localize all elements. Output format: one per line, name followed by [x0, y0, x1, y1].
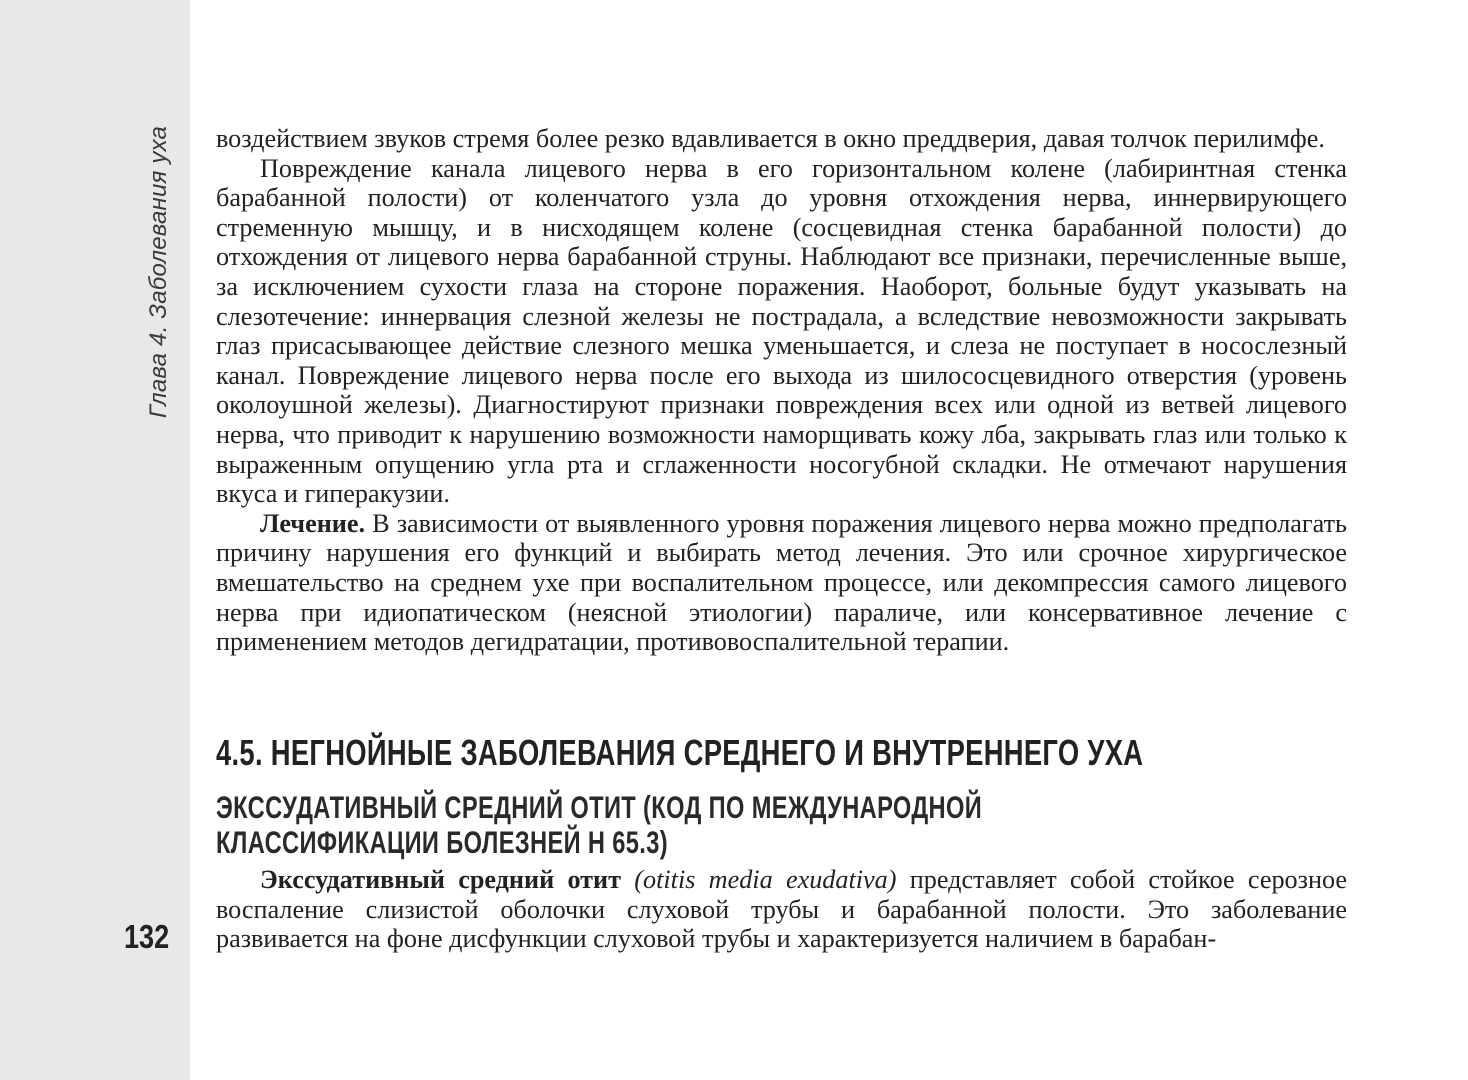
section-heading: 4.5. НЕГНОЙНЫЕ ЗАБОЛЕВАНИЯ СРЕДНЕГО И ВНУТРЕННЕГО УХА [216, 732, 1144, 773]
paragraph-1: воздействием звуков стремя более резко вдавливается в окно преддверия, давая толчок перилимфе. [216, 124, 1325, 153]
paragraph-3 [216, 509, 1347, 657]
subsection-heading [216, 790, 982, 860]
page-number: 132 [124, 918, 170, 955]
body-text-block-2 [216, 865, 1347, 954]
run-in-term: Экссудативный средний отит [260, 865, 622, 894]
paragraph-2: Повреждение канала лицевого нерва в его горизонтальном колене (лабиринтная стенка барабанной полости) от коленчатого узла до уровня отхождения нерва, иннервирующего стременную мышцу, и в нисходящем колене (сосцевидная стенка барабанной полости) до отхождения от лицевого нерва барабанной струны. Наблюдают все признаки, перечисленные выше, за исключением сухости глаза на стороне поражения. Наоборот, больные будут указывать на слезотечение: иннервация слезной железы не пострадала, а вследствие невозможности закрывать глаз присасывающее действие слезного мешка уменьшается, и слеза не поступает в носослезный канал. Повреждение лицевого нерва после его выхода из шилососцевидного отверстия (уровень околоушной железы). Диагностируют признаки повреждения всех или одной из ветвей лицевого нерва, что приводит к нарушению возможности наморщивать кожу лба, закрывать глаз или только к выраженным опущению угла рта и сглаженности носогубной складки. Не отмечают нарушения вкуса и гиперакузии. [216, 153, 1347, 509]
subsection-heading-line-2: КЛАССИФИКАЦИИ БОЛЕЗНЕЙ Н 65.3) [216, 824, 668, 860]
paragraph-3-text: В зависимости от выявленного уровня поражения лицевого нерва можно предполагать причину нарушения его функций и выбирать метод лечения. Это или срочное хирургическое вмешательство на среднем ухе при воспалительном процессе, или декомпрессия самого лицевого нерва при идиопатическом (неясной этиологии) параличе, или консервативное лечение с применением методов дегидратации, противовоспалительной терапии. [216, 508, 1347, 657]
body-text-block [216, 124, 1347, 657]
running-head: Глава 4. Заболевания уха [145, 125, 172, 419]
latin-term: (otitis media exudativa) [634, 865, 897, 894]
paragraph-4-text: представляет собой стойкое серозное воспаление слизистой оболочки слуховой трубы и барабанной полости. Это заболевание развивается на фоне дисфункции слуховой трубы и характеризуется наличием в барабан- [216, 865, 1348, 954]
subsection-heading-line-1: ЭКССУДАТИВНЫЙ СРЕДНИЙ ОТИТ (КОД ПО МЕЖДУНАРОДНОЙ [216, 789, 983, 825]
run-in-heading-treatment: Лечение. [260, 508, 366, 538]
paragraph-4 [216, 865, 1347, 954]
